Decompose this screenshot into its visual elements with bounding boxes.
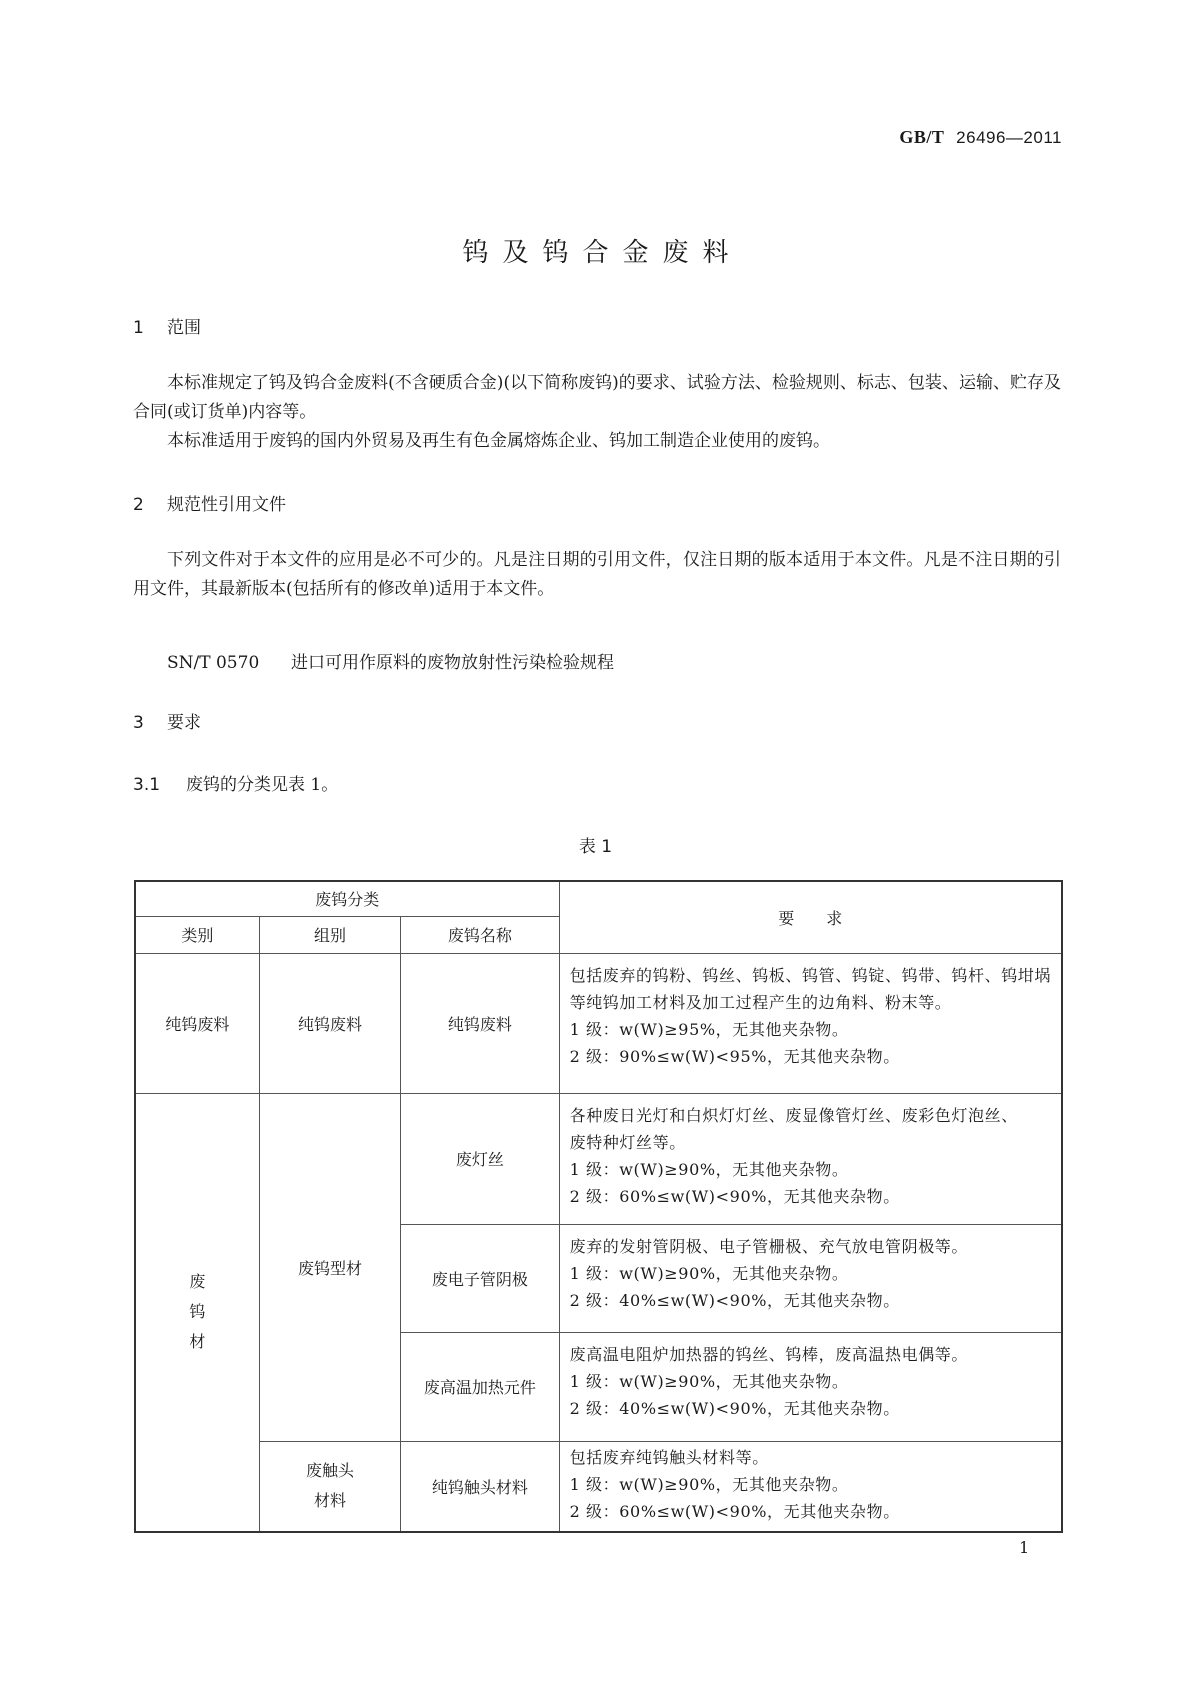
requirement-line: 废弃的发射管阴极、电子管栅极、充气放电管阴极等。: [569, 1236, 968, 1256]
category-cell: 废 钨 材: [135, 1093, 259, 1532]
header-name: 废钨名称: [401, 916, 560, 953]
section-number: 3: [133, 713, 144, 733]
section-1-heading: [133, 313, 201, 338]
classification-table: [134, 880, 1063, 1533]
reference-title: 进口可用作原料的废物放射性污染检验规程: [291, 653, 614, 673]
name-cell: 纯钨废料: [401, 953, 560, 1093]
page-number: 1: [1019, 1538, 1030, 1557]
requirement-line: 1 级：w(W)≥95%，无其他夹杂物。: [569, 1019, 849, 1039]
requirement-cell: [559, 953, 1062, 1093]
requirement-cell: [559, 1224, 1062, 1332]
standard-prefix: GB/T: [899, 127, 945, 147]
header-category: 类别: [135, 916, 259, 953]
table-row: [135, 1093, 1062, 1224]
section-number: 2: [133, 495, 144, 515]
requirement-line: 等纯钨加工材料及加工过程产生的边角料、粉末等。: [569, 992, 952, 1012]
reference-code: SN/T 0570: [167, 653, 260, 673]
group-cell: 废钨型材: [259, 1093, 400, 1441]
name-cell: 废高温加热元件: [401, 1332, 560, 1441]
section-2-body: [133, 546, 1061, 604]
header-classification: 废钨分类: [135, 881, 559, 916]
requirement-line: 包括废弃的钨粉、钨丝、钨板、钨管、钨锭、钨带、钨杆、钨坩埚: [569, 965, 1051, 985]
section-title: 要求: [167, 713, 201, 733]
paragraph: 本标准规定了钨及钨合金废料(不含硬质合金)(以下简称废钨)的要求、试验方法、检验规则、标志、包装、运输、贮存及合同(或订货单)内容等。: [133, 373, 1061, 422]
name-cell: 废电子管阴极: [401, 1224, 560, 1332]
requirement-line: 2 级：60%≤w(W)<90%，无其他夹杂物。: [569, 1501, 900, 1521]
requirement-line: 2 级：40%≤w(W)<90%，无其他夹杂物。: [569, 1290, 900, 1310]
requirement-line: 2 级：40%≤w(W)<90%，无其他夹杂物。: [569, 1398, 900, 1418]
section-number: 1: [133, 318, 144, 338]
group-cell: 废触头 材料: [259, 1441, 400, 1532]
table-caption: 表 1: [578, 837, 613, 857]
clause-number: 3.1: [133, 775, 161, 795]
section-1-body: [133, 369, 1061, 456]
table-row: [135, 953, 1062, 1093]
section-title: 规范性引用文件: [167, 495, 286, 515]
requirement-cell: [559, 1093, 1062, 1224]
requirement-line: 1 级：w(W)≥90%，无其他夹杂物。: [569, 1159, 849, 1179]
standard-number: 26496—2011: [956, 128, 1062, 147]
name-cell: 纯钨触头材料: [401, 1441, 560, 1532]
requirement-line: 1 级：w(W)≥90%，无其他夹杂物。: [569, 1371, 849, 1391]
group-cell: 纯钨废料: [259, 953, 400, 1093]
paragraph: 本标准适用于废钨的国内外贸易及再生有色金属熔炼企业、钨加工制造企业使用的废钨。: [167, 431, 830, 451]
normative-reference: [167, 648, 614, 673]
name-cell: 废灯丝: [401, 1093, 560, 1224]
paragraph: 下列文件对于本文件的应用是必不可少的。凡是注日期的引用文件，仅注日期的版本适用于本文件。凡是不注日期的引用文件，其最新版本(包括所有的修改单)适用于本文件。: [133, 550, 1061, 599]
standard-code: [899, 127, 1062, 148]
section-title: 范围: [167, 318, 201, 338]
document-title: 钨及钨合金废料: [462, 238, 743, 268]
header-group: 组别: [259, 916, 400, 953]
section-2-heading: [133, 490, 286, 515]
requirement-line: 包括废弃纯钨触头材料等。: [569, 1447, 769, 1467]
requirement-line: 各种废日光灯和白炽灯灯丝、废显像管灯丝、废彩色灯泡丝、: [569, 1105, 1018, 1125]
requirement-cell: [559, 1332, 1062, 1441]
requirement-line: 废高温电阻炉加热器的钨丝、钨棒，废高温热电偶等。: [569, 1344, 968, 1364]
section-3-heading: [133, 708, 201, 733]
header-requirement: 要 求: [559, 881, 1062, 953]
requirement-line: 1 级：w(W)≥90%，无其他夹杂物。: [569, 1474, 849, 1494]
requirement-line: 废特种灯丝等。: [569, 1132, 686, 1152]
table-row: [135, 1441, 1062, 1532]
requirement-line: 2 级：60%≤w(W)<90%，无其他夹杂物。: [569, 1186, 900, 1206]
requirement-cell: [559, 1441, 1062, 1532]
clause-3-1: [133, 770, 338, 795]
clause-text: 废钨的分类见表 1。: [186, 775, 339, 795]
category-cell: 纯钨废料: [135, 953, 259, 1093]
requirement-line: 1 级：w(W)≥90%，无其他夹杂物。: [569, 1263, 849, 1283]
requirement-line: 2 级：90%≤w(W)<95%，无其他夹杂物。: [569, 1046, 900, 1066]
